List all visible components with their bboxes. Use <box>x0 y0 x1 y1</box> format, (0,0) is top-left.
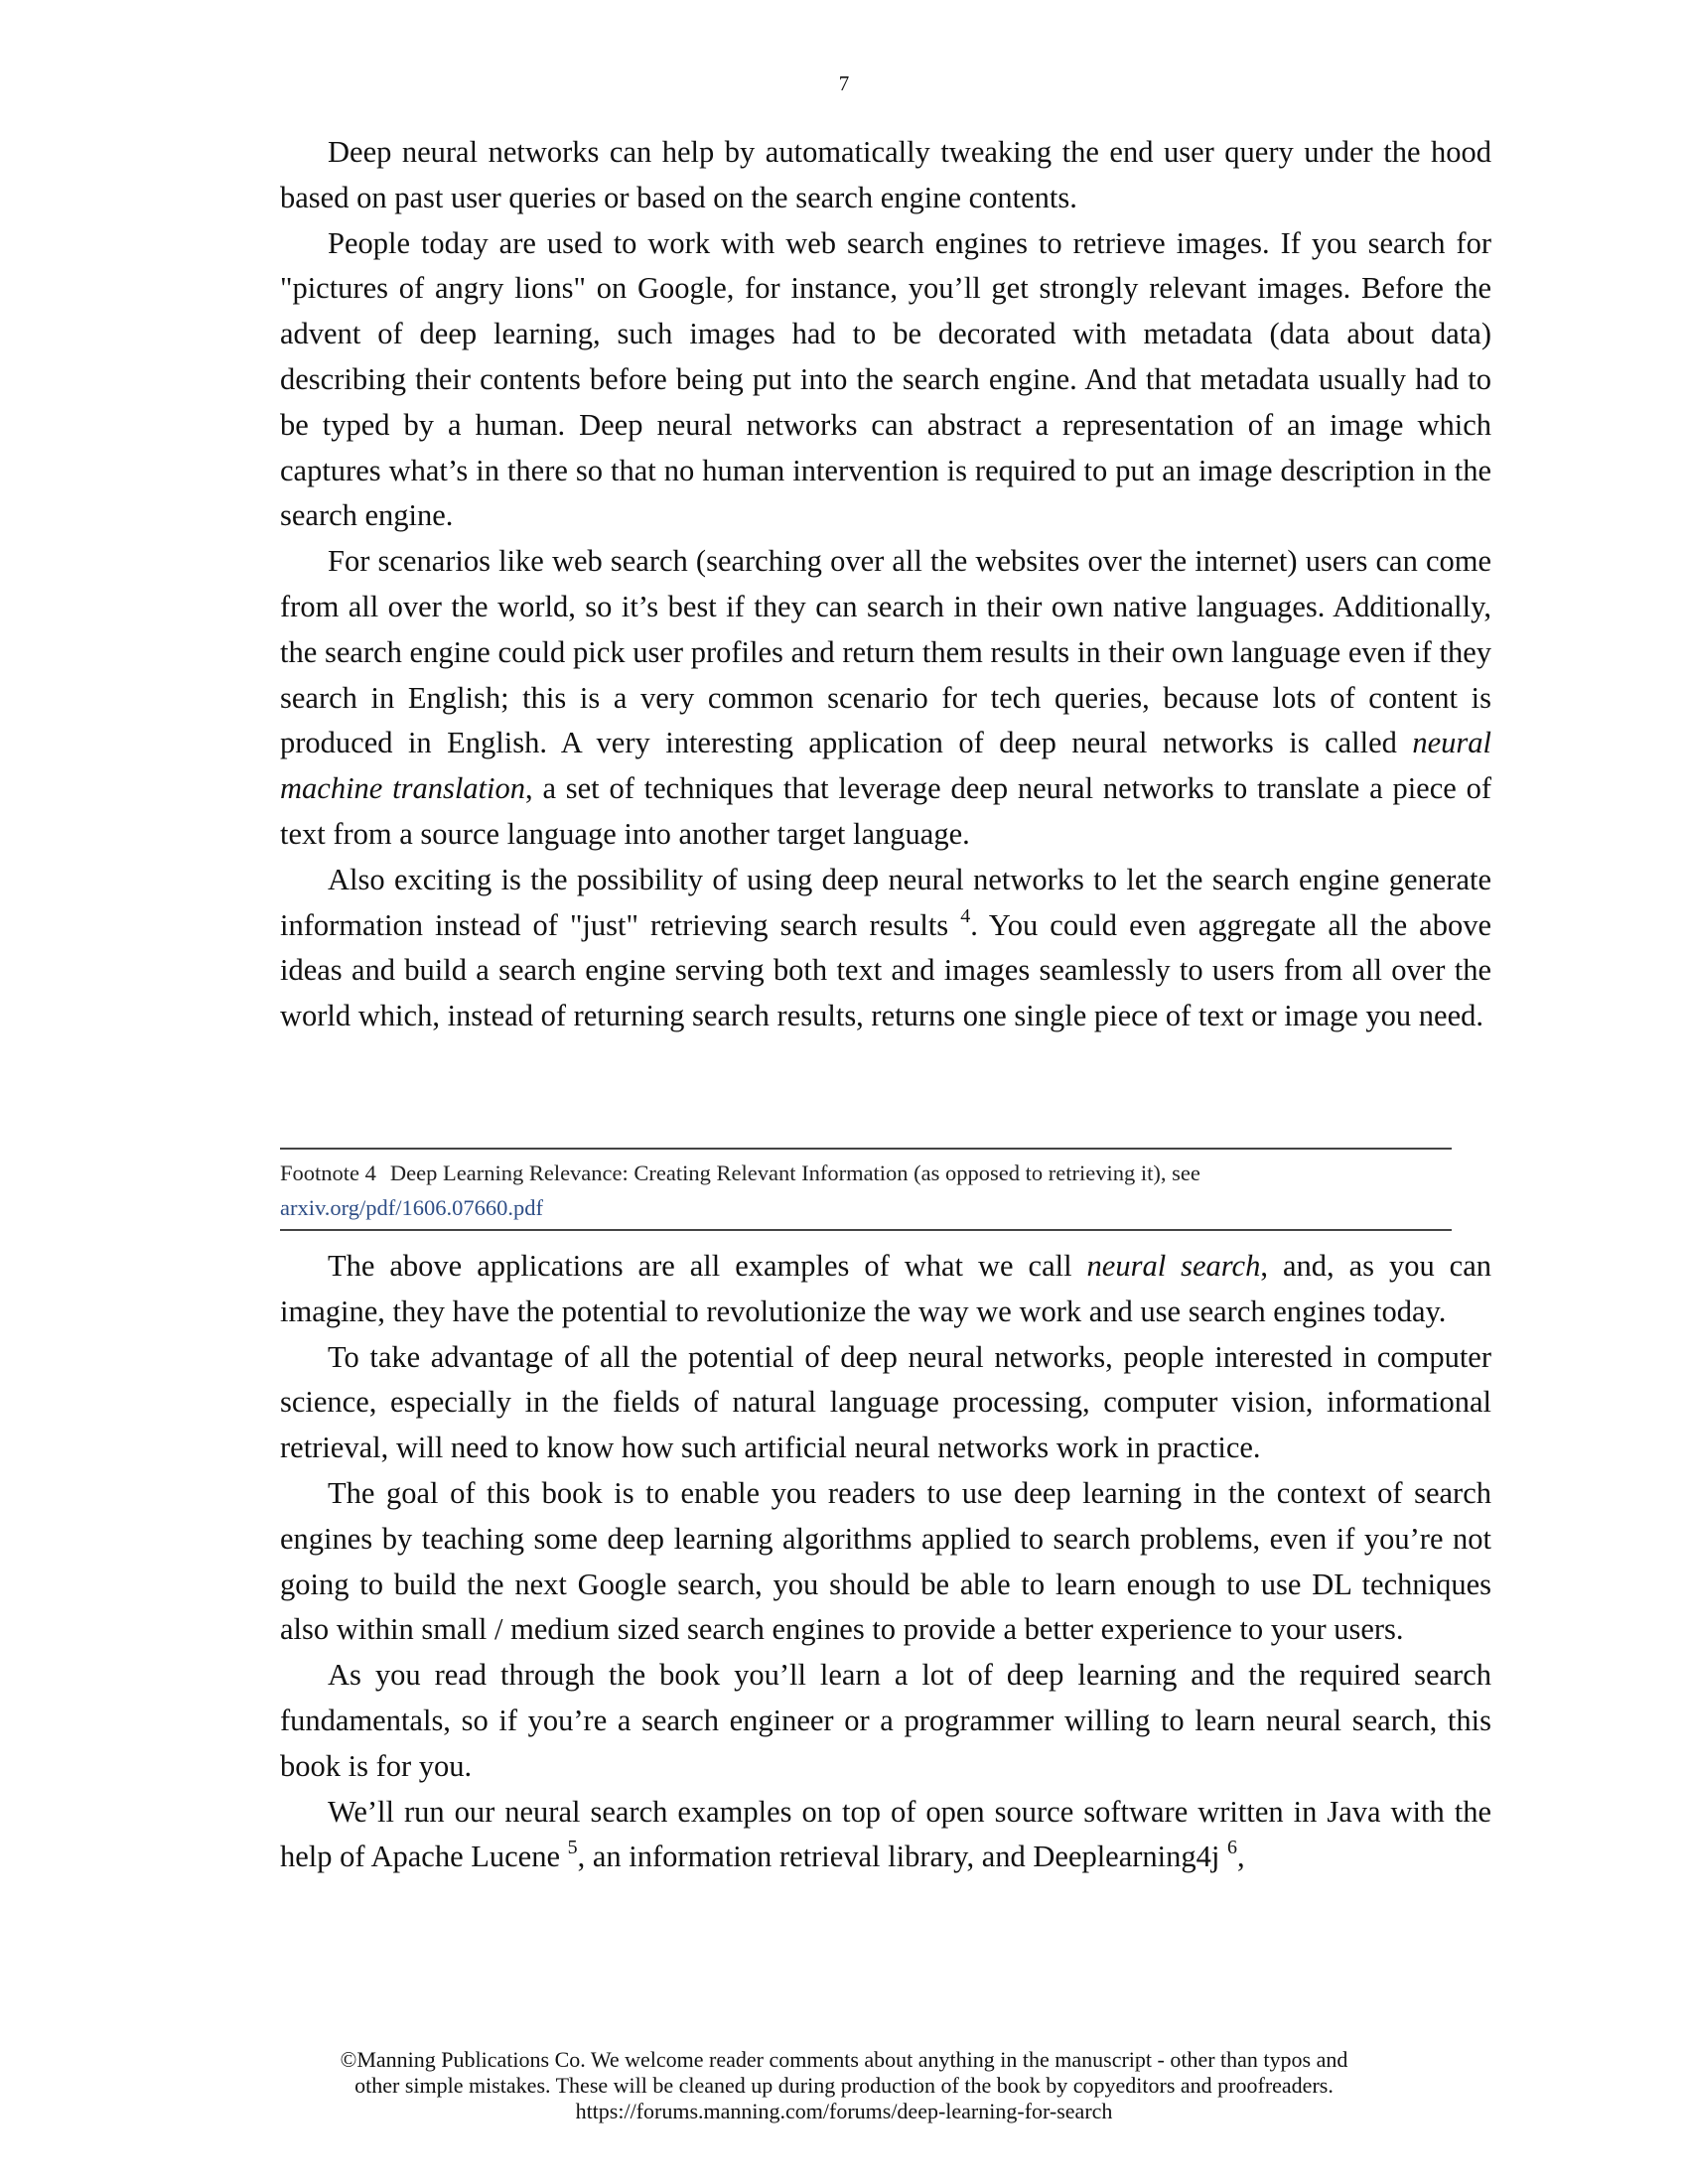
footnote <box>280 1156 1452 1225</box>
footnote-text: Deep Learning Relevance: Creating Relevant Information (as opposed to retrieving it), see <box>389 1160 1200 1185</box>
footnote-label: Footnote 4 <box>280 1160 376 1185</box>
footnote-link[interactable]: arxiv.org/pdf/1606.07660.pdf <box>280 1195 543 1220</box>
footnote-ref[interactable]: 5 <box>567 1837 578 1859</box>
paragraph: As you read through the book you’ll learn a lot of deep learning and the required search fundamentals, so if you’re a search engineer or a programmer willing to learn neural search, this book is for you. <box>280 1658 1491 1783</box>
footer-line: other simple mistakes. These will be cleaned up during production of the book by copyeditors and proofreaders. <box>354 2073 1334 2098</box>
footnote-divider-top <box>280 1148 1452 1150</box>
page-footer <box>0 2047 1688 2124</box>
emphasis-term: neural search <box>1086 1249 1261 1283</box>
paragraph: Deep neural networks can help by automatically tweaking the end user query under the hood based on past user queries or based on the search engine contents. <box>280 135 1491 214</box>
footnote-ref[interactable]: 4 <box>960 904 971 927</box>
paragraph: The above applications are all examples of what we call neural search, and, as you can imagine, they have the potential to revolutionize the way we work and use search engines today. <box>280 1249 1492 1328</box>
paragraph: The goal of this book is to enable you readers to use deep learning in the context of search engines by teaching some deep learning algorithms applied to search problems, even if you’re not going to build the next Google search, you should be able to learn enough to use DL techniques also within small / medium sized search engines to provide a better experience to your users. <box>280 1475 1491 1647</box>
paragraph: For scenarios like web search (searching over all the websites over the internet) users can come from all over the world, so it’s best if they can search in their own native languages. Additionally, the search engine could pick user profiles and return them results in their own language even if they search in English; this is a very common scenario for tech queries, because lots of content is produced in English. A very interesting application of deep neural networks is called neural machine translation, a set of techniques that leverage deep neural networks to translate a piece of text from a source language into another target language. <box>280 544 1491 851</box>
paragraph: Also exciting is the possibility of using deep neural networks to let the search engine generate information instead of "just" retrieving search results $^4$. You could even aggregate all the above ideas and build a search engine serving both text and images seamlessly to users from all over the world which, instead of returning search results, returns one single piece of text or image you need. <box>280 862 1491 1033</box>
footer-link[interactable]: https://forums.manning.com/forums/deep-learning-for-search <box>575 2099 1113 2123</box>
paragraph: People today are used to work with web search engines to retrieve images. If you search for "pictures of angry lions" on Google, for instance, you’ll get strongly relevant images. Before the advent of deep learning, such images had to be decorated with metadata (data about data) describing their contents before being put into the search engine. And that metadata usually had to be typed by a human. Deep neural networks can abstract a representation of an image which captures what’s in there so that no human intervention is required to put an image description in the search engine. <box>280 225 1491 533</box>
page-number: 7 <box>838 71 850 95</box>
body-text-lower <box>280 1244 1491 1880</box>
emphasis-term: neural machine translation <box>280 726 1491 806</box>
paragraph: We’ll run our neural search examples on top of open source software written in Java with the help of Apache Lucene $^5$, an information retrieval library, and Deeplearning4j $^6$, <box>280 1794 1491 1874</box>
paragraph: To take advantage of all the potential of deep neural networks, people interested in computer science, especially in the fields of natural language processing, computer vision, informational retrieval, will need to know how such artificial neural networks work in practice. <box>280 1339 1491 1465</box>
footnote-divider-bottom <box>280 1229 1452 1231</box>
footer-line: ©Manning Publications Co. We welcome reader comments about anything in the manuscript - other than typos and <box>340 2047 1348 2072</box>
body-text-upper <box>280 130 1491 1039</box>
footnote-ref[interactable]: 6 <box>1227 1837 1237 1859</box>
